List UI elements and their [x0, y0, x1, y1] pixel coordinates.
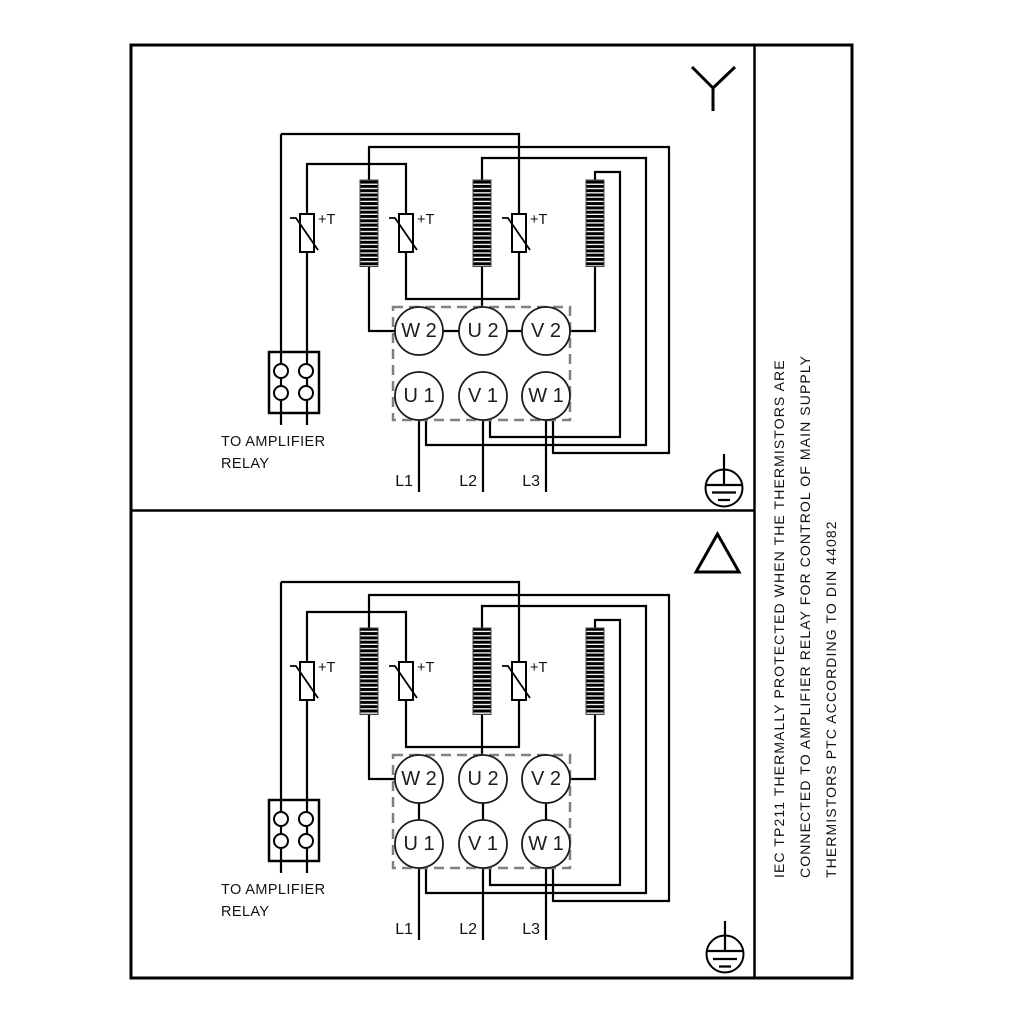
relay-terminal-block: [269, 352, 319, 413]
relay-contact: [274, 834, 288, 848]
delta-motor-windings: [360, 628, 604, 715]
star-motor-windings: [360, 180, 604, 267]
winding-w-icon: [360, 180, 378, 267]
star-panel-wiring: [269, 67, 743, 507]
thermistor-label: +T: [417, 660, 435, 676]
earth-ground-icon: [706, 454, 743, 507]
relay-contact: [299, 812, 313, 826]
thermistor-label: +T: [417, 212, 435, 228]
relay-caption-line2: RELAY: [221, 904, 270, 920]
terminal-label-v1: V 1: [467, 833, 499, 855]
terminal-label-w2: W 2: [401, 320, 437, 342]
star-relay-block: [269, 352, 319, 413]
ground-bars: [707, 921, 743, 967]
supply-line-label-l3: L3: [522, 473, 540, 490]
terminal-label-v1: V 1: [467, 385, 499, 407]
supply-line-label-l2: L2: [459, 473, 477, 490]
delta-panel-wiring: [269, 534, 744, 973]
relay-contact: [299, 834, 313, 848]
relay-contact: [274, 812, 288, 826]
relay-contact: [299, 364, 313, 378]
terminal-label-u2: U 2: [467, 768, 499, 790]
supply-line-label-l1: L1: [395, 473, 413, 490]
thermistor-label: +T: [318, 660, 336, 676]
relay-caption: [221, 431, 325, 475]
side-note-line2: CONNECTED TO AMPLIFIER RELAY FOR CONTROL OF MAIN SUPPLY: [797, 354, 813, 878]
thermistor-label: +T: [530, 212, 548, 228]
ground-bars: [706, 454, 742, 500]
winding-w-icon: [360, 628, 378, 715]
terminal-label-v2: V 2: [530, 320, 562, 342]
relay-contact: [299, 386, 313, 400]
terminal-label-w1: W 1: [528, 833, 564, 855]
terminal-label-u1: U 1: [403, 833, 435, 855]
supply-line-label-l1: L1: [395, 921, 413, 938]
relay-contact: [274, 386, 288, 400]
delta-relay-block: [269, 800, 319, 861]
side-note: [766, 354, 844, 878]
earth-ground-icon: [707, 921, 744, 973]
side-note-line3: THERMISTORS PTC ACCORDING TO DIN 44082: [823, 520, 839, 878]
relay-caption-line1: TO AMPLIFIER: [221, 434, 326, 450]
thermistor-label: +T: [530, 660, 548, 676]
terminal-label-w1: W 1: [528, 385, 564, 407]
relay-caption-line1: TO AMPLIFIER: [221, 882, 326, 898]
winding-u-icon: [473, 628, 491, 715]
star-connection-icon: [692, 67, 735, 111]
relay-contact: [274, 364, 288, 378]
terminal-label-u2: U 2: [467, 320, 499, 342]
terminal-label-u1: U 1: [403, 385, 435, 407]
thermistor-label: +T: [318, 212, 336, 228]
supply-line-label-l3: L3: [522, 921, 540, 938]
supply-line-label-l2: L2: [459, 921, 477, 938]
relay-caption: [221, 879, 325, 923]
relay-terminal-block: [269, 800, 319, 861]
winding-u-icon: [473, 180, 491, 267]
relay-caption-line2: RELAY: [221, 456, 270, 472]
side-note-line1: IEC TP211 THERMALLY PROTECTED WHEN THE THERMISTORS ARE: [771, 359, 787, 878]
winding-v-icon: [586, 628, 604, 715]
terminal-label-w2: W 2: [401, 768, 437, 790]
terminal-label-v2: V 2: [530, 768, 562, 790]
delta-connection-icon: [696, 534, 739, 572]
winding-v-icon: [586, 180, 604, 267]
